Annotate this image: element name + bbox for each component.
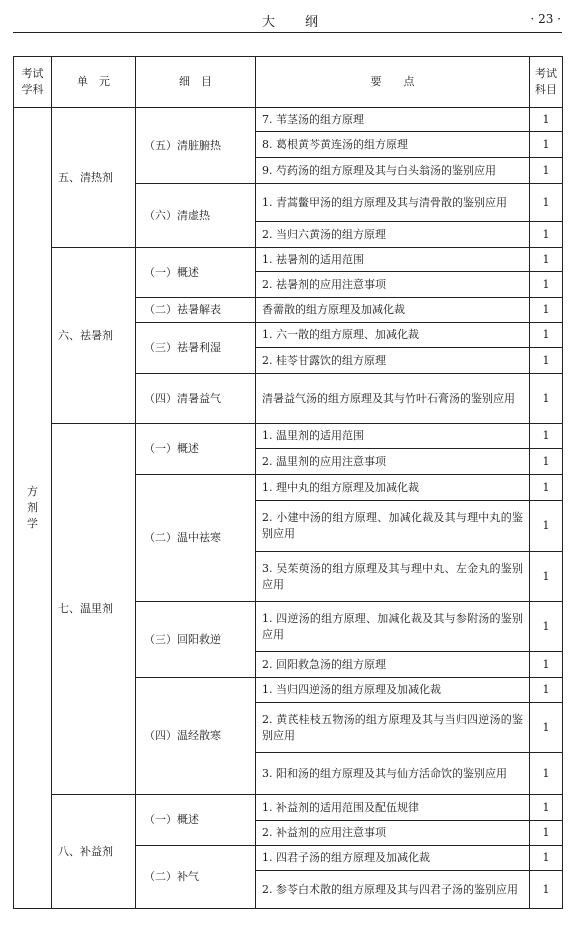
point-cell: 清暑益气汤的组方原理及其与竹叶石膏汤的鉴别应用 bbox=[256, 374, 530, 424]
level-cell: 1 bbox=[530, 871, 563, 909]
point-cell: 1. 四君子汤的组方原理及加减化裁 bbox=[256, 846, 530, 871]
unit-cell: 五、清热剂 bbox=[52, 108, 136, 248]
unit-cell: 六、祛暑剂 bbox=[52, 248, 136, 424]
level-cell: 1 bbox=[530, 552, 563, 602]
point-cell: 3. 阳和汤的组方原理及其与仙方活命饮的鉴别应用 bbox=[256, 753, 530, 795]
point-cell: 2. 补益剂的应用注意事项 bbox=[256, 821, 530, 846]
point-cell: 1. 祛暑剂的适用范围 bbox=[256, 248, 530, 272]
level-cell: 1 bbox=[530, 323, 563, 348]
point-cell: 2. 祛暑剂的应用注意事项 bbox=[256, 272, 530, 298]
level-cell: 1 bbox=[530, 298, 563, 323]
level-cell: 1 bbox=[530, 501, 563, 552]
detail-cell: （三）祛暑利湿 bbox=[136, 323, 256, 374]
point-cell: 2. 黄芪桂枝五物汤的组方原理及其与当归四逆汤的鉴别应用 bbox=[256, 703, 530, 753]
level-cell: 1 bbox=[530, 272, 563, 298]
point-cell: 1. 四逆汤的组方原理、加减化裁及其与参附汤的鉴别应用 bbox=[256, 602, 530, 652]
point-cell: 2. 温里剂的应用注意事项 bbox=[256, 449, 530, 475]
header-title: 大纲 bbox=[262, 15, 349, 30]
table-header-row bbox=[14, 57, 563, 108]
table-row bbox=[14, 248, 563, 272]
unit-cell: 七、温里剂 bbox=[52, 424, 136, 795]
level-cell: 1 bbox=[530, 424, 563, 449]
level-cell: 1 bbox=[530, 222, 563, 248]
point-cell: 香薷散的组方原理及加减化裁 bbox=[256, 298, 530, 323]
point-cell: 7. 苇茎汤的组方原理 bbox=[256, 108, 530, 132]
point-cell: 1. 六一散的组方原理、加减化裁 bbox=[256, 323, 530, 348]
detail-cell: （一）概述 bbox=[136, 795, 256, 846]
detail-cell: （四）清暑益气 bbox=[136, 374, 256, 424]
detail-cell: （二）温中祛寒 bbox=[136, 475, 256, 602]
unit-cell: 八、补益剂 bbox=[52, 795, 136, 909]
point-cell: 2. 当归六黄汤的组方原理 bbox=[256, 222, 530, 248]
header-unit: 单 元 bbox=[52, 57, 136, 108]
point-cell: 9. 芍药汤的组方原理及其与白头翁汤的鉴别应用 bbox=[256, 158, 530, 184]
detail-cell: （二）补气 bbox=[136, 846, 256, 909]
detail-cell: （四）温经散寒 bbox=[136, 678, 256, 795]
subject-cell: 方剂学 bbox=[14, 108, 52, 909]
detail-cell: （一）概述 bbox=[136, 424, 256, 475]
detail-cell: （三）回阳救逆 bbox=[136, 602, 256, 678]
point-cell: 2. 桂苓甘露饮的组方原理 bbox=[256, 348, 530, 374]
point-cell: 3. 吴茱萸汤的组方原理及其与理中丸、左金丸的鉴别应用 bbox=[256, 552, 530, 602]
page-number: · 23 · bbox=[530, 12, 561, 26]
level-cell: 1 bbox=[530, 475, 563, 501]
header-subject: 考试学科 bbox=[14, 57, 52, 108]
level-cell: 1 bbox=[530, 703, 563, 753]
level-cell: 1 bbox=[530, 158, 563, 184]
point-cell: 8. 葛根黄芩黄连汤的组方原理 bbox=[256, 132, 530, 158]
level-cell: 1 bbox=[530, 449, 563, 475]
level-cell: 1 bbox=[530, 795, 563, 821]
point-cell: 1. 补益剂的适用范围及配伍规律 bbox=[256, 795, 530, 821]
table-row bbox=[14, 795, 563, 821]
page-header bbox=[0, 0, 575, 40]
level-cell: 1 bbox=[530, 602, 563, 652]
detail-cell: （一）概述 bbox=[136, 248, 256, 298]
level-cell: 1 bbox=[530, 108, 563, 132]
point-cell: 1. 当归四逆汤的组方原理及加减化裁 bbox=[256, 678, 530, 703]
point-cell: 1. 温里剂的适用范围 bbox=[256, 424, 530, 449]
table-row bbox=[14, 108, 563, 132]
level-cell: 1 bbox=[530, 821, 563, 846]
level-cell: 1 bbox=[530, 248, 563, 272]
level-cell: 1 bbox=[530, 753, 563, 795]
point-cell: 2. 回阳救急汤的组方原理 bbox=[256, 652, 530, 678]
header-points: 要 点 bbox=[256, 57, 530, 108]
detail-cell: （二）祛暑解表 bbox=[136, 298, 256, 323]
level-cell: 1 bbox=[530, 132, 563, 158]
level-cell: 1 bbox=[530, 678, 563, 703]
point-cell: 2. 小建中汤的组方原理、加减化裁及其与理中丸的鉴别应用 bbox=[256, 501, 530, 552]
level-cell: 1 bbox=[530, 348, 563, 374]
table-row bbox=[14, 424, 563, 449]
syllabus-table bbox=[13, 56, 563, 909]
level-cell: 1 bbox=[530, 652, 563, 678]
point-cell: 1. 理中丸的组方原理及加减化裁 bbox=[256, 475, 530, 501]
detail-cell: （五）清脏腑热 bbox=[136, 108, 256, 184]
header-level: 考试科目 bbox=[530, 57, 563, 108]
level-cell: 1 bbox=[530, 846, 563, 871]
point-cell: 2. 参苓白术散的组方原理及其与四君子汤的鉴别应用 bbox=[256, 871, 530, 909]
level-cell: 1 bbox=[530, 184, 563, 222]
header-detail: 细 目 bbox=[136, 57, 256, 108]
header-rule bbox=[13, 32, 562, 33]
detail-cell: （六）清虚热 bbox=[136, 184, 256, 248]
level-cell: 1 bbox=[530, 374, 563, 424]
point-cell: 1. 青蒿鳖甲汤的组方原理及其与清骨散的鉴别应用 bbox=[256, 184, 530, 222]
